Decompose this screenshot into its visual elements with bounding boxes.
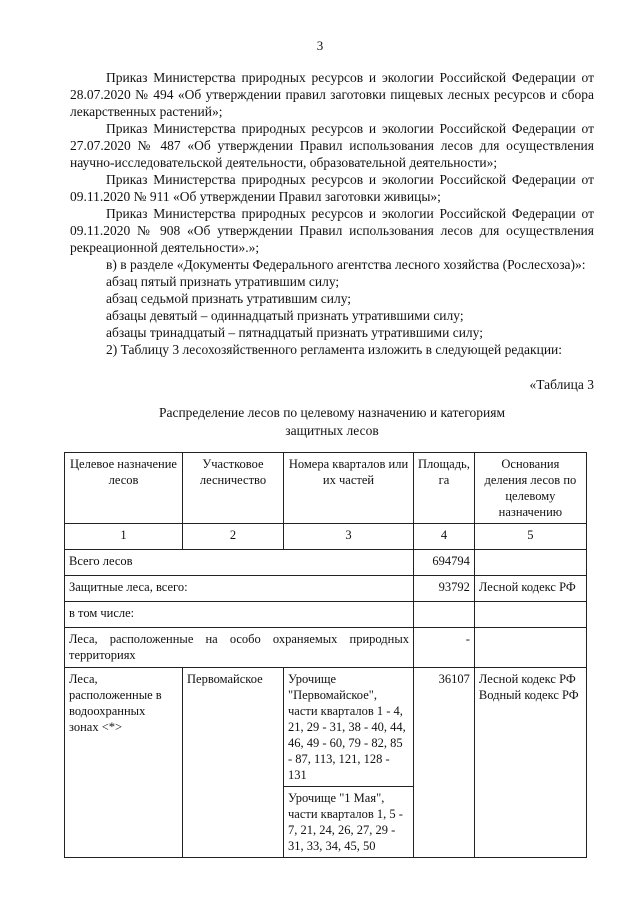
column-number-row xyxy=(65,524,587,550)
forest-distribution-table xyxy=(64,452,587,858)
paragraph: абзац пятый признать утратившим силу; xyxy=(106,274,340,289)
table-title-line: Распределение лесов по целевому назначению и категориям xyxy=(158,405,506,420)
header-cell: Площадь, га xyxy=(414,453,475,524)
table-header-row xyxy=(65,453,587,524)
total-area: 694794 xyxy=(414,550,475,576)
empty-cell xyxy=(414,602,475,628)
oopt-label: Леса, расположенные на особо охраняемых природных территориях xyxy=(65,628,414,668)
water-zone-quarters: Урочище "Первомайское", части кварталов 1 - 4, 21, 29 - 31, 38 - 40, 44, 46, 49 - 60, 79 - 82, 85 - 87, 113, 121, 128 - 131 xyxy=(284,668,414,787)
paragraph: Приказ Министерства природных ресурсов и экологии Российской Федерации от 27.07.2020 № 487 «Об утверждении Правил использования лесов для осуществления научно-исследовательской деятельности, образовательной деятельности»; xyxy=(70,121,594,170)
header-cell: Номера кварталов или их частей xyxy=(284,453,414,524)
including-label: в том числе: xyxy=(65,602,414,628)
paragraph: 2) Таблицу 3 лесохозяйственного регламента изложить в следующей редакции: xyxy=(106,342,563,357)
page-number: 3 xyxy=(316,38,324,53)
empty-cell xyxy=(474,628,586,668)
oopt-area: - xyxy=(414,628,475,668)
table-title xyxy=(70,404,594,440)
column-number: 5 xyxy=(474,524,586,550)
table-row xyxy=(65,628,587,668)
paragraph: абзацы тринадцатый – пятнадцатый признать утратившими силу; xyxy=(106,325,483,340)
water-zone-basis xyxy=(474,668,586,858)
total-label: Всего лесов xyxy=(65,550,414,576)
column-number: 4 xyxy=(414,524,475,550)
empty-cell xyxy=(474,602,586,628)
paragraph: абзацы девятый – одиннадцатый признать утратившими силу; xyxy=(106,308,464,323)
paragraph: в) в разделе «Документы Федерального агентства лесного хозяйства (Рослесхоза)»: xyxy=(106,257,586,272)
column-number: 2 xyxy=(183,524,284,550)
protective-label: Защитные леса, всего: xyxy=(65,576,414,602)
header-cell: Целевое назначение лесов xyxy=(65,453,183,524)
water-zone-forestry: Первомайское xyxy=(183,668,284,858)
table-reference: «Таблица 3 xyxy=(529,377,594,392)
document-body xyxy=(70,69,594,358)
table-row xyxy=(65,602,587,628)
paragraph: Приказ Министерства природных ресурсов и экологии Российской Федерации от 09.11.2020 № 911 «Об утверждении Правил заготовки живицы»; xyxy=(70,172,594,204)
header-cell: Участковое лесничество xyxy=(183,453,284,524)
header-cell: Основания деления лесов по целевому назначению xyxy=(474,453,586,524)
paragraph: Приказ Министерства природных ресурсов и экологии Российской Федерации от 28.07.2020 № 494 «Об утверждении правил заготовки пищевых лесных ресурсов и сбора лекарственных растений»; xyxy=(70,70,594,119)
paragraph: Приказ Министерства природных ресурсов и экологии Российской Федерации от 09.11.2020 № 908 «Об утверждении Правил использования лесов для осуществления рекреационной деятельности».»; xyxy=(70,206,594,255)
basis-line: Лесной кодекс РФ xyxy=(478,672,576,686)
table-title-line: защитных лесов xyxy=(285,423,379,438)
table-row xyxy=(65,550,587,576)
basis-line: Водный кодекс РФ xyxy=(478,688,579,702)
empty-cell xyxy=(474,550,586,576)
column-number: 1 xyxy=(65,524,183,550)
column-number: 3 xyxy=(284,524,414,550)
water-zone-label: Леса, расположенные в водоохранных зонах <*> xyxy=(65,668,183,858)
paragraph: абзац седьмой признать утратившим силу; xyxy=(106,291,352,306)
table-row xyxy=(65,576,587,602)
table-row xyxy=(65,668,587,787)
protective-area: 93792 xyxy=(414,576,475,602)
water-zone-area: 36107 xyxy=(414,668,475,858)
protective-basis: Лесной кодекс РФ xyxy=(474,576,586,602)
water-zone-quarters: Урочище "1 Мая", части кварталов 1, 5 - 7, 21, 24, 26, 27, 29 - 31, 33, 34, 45, 50 xyxy=(284,787,414,858)
